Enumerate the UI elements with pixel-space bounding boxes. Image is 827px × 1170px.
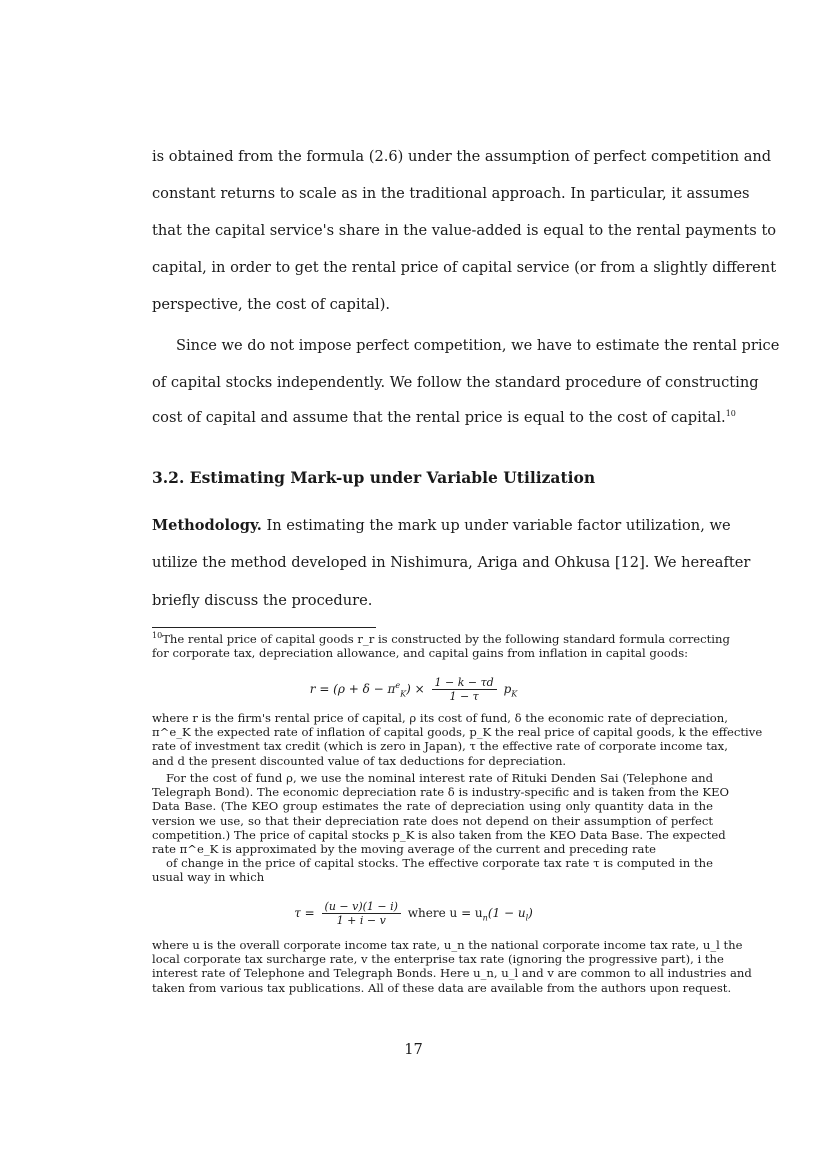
body-text-line: briefly discuss the procedure. (152, 592, 373, 609)
footnote-line: for corporate tax, depreciation allowance, and capital gains from inflation in capital goods: (152, 646, 689, 661)
body-text-line: capital, in order to get the rental price of capital service (or from a slightly different (152, 259, 777, 276)
body-text-line (152, 409, 736, 427)
page-number: 17 (404, 1041, 423, 1058)
body-text-line: utilize the method developed in Nishimura, Ariga and Ohkusa [12]. We hereafter (152, 554, 751, 571)
body-text-line: perspective, the cost of capital). (152, 296, 391, 313)
equation-rental-price: $r = (\rho + \delta - \pi^e_K)$ × $\frac{1 - k - \tau d}{1 - \tau}$ $p_K$ (309, 676, 518, 703)
section-heading: 3.2. Estimating Mark-up under Variable Utilization (152, 468, 596, 487)
body-text-line: Since we do not impose perfect competition, we have to estimate the rental price (176, 337, 780, 354)
equation-tax-rate: τ = $\frac{(u - v)(1 - i)}{1 + i - v}$ where $u = u_n(1 - u_l)$ (294, 900, 533, 927)
run-in-heading: Methodology. (152, 517, 262, 534)
body-text-line: that the capital service's share in the value-added is equal to the rental payments to (152, 222, 777, 239)
body-text-line: constant returns to scale as in the traditional approach. In particular, it assumes (152, 185, 750, 202)
footnote-ref: 10 (725, 409, 736, 419)
body-text: In estimating the mark up under variable factor utilization, we (261, 517, 731, 534)
footnote-line: $^{10}$The rental price of capital goods r_r is constructed by the following standard formula correcting (152, 631, 730, 646)
body-text: cost of capital and assume that the rental price is equal to the cost of capital. (152, 409, 726, 426)
footnote-paragraph: where r is the firm's rental price of capital, ρ its cost of fund, δ the economic rate of depreciation, π^e_K the expected rate of inflation of capital goods, p_K the real price of capital goods, k the effective rate of investment tax credit (which is zero in Japan), τ the effective rate of corporate income tax, and d the present discounted value of tax deductions for depreciation. (152, 711, 763, 768)
footnote-marker: 10 (152, 631, 163, 641)
footnote-rule (152, 627, 376, 628)
footnote-paragraph: For the cost of fund ρ, we use the nominal interest rate of Rituki Denden Sai (Telephone and Telegraph Bond). The economic depreciation rate δ is industry-specific and is taken from the KEO Data Base. (The KEO group estimates the rate of depreciation using only quantity data in the version we use, so that their depreciation rate does not depend on their assumption of perfect competition.) The price of capital stocks p_K is also taken from the KEO Data Base. The expected rate π^e_K is approximated by the moving average of the current and preceding rate of change in the price of capital stocks. The effective corporate tax rate τ is computed in the usual way in which (152, 771, 730, 885)
body-text-line (152, 517, 731, 535)
footnote-paragraph: where u is the overall corporate income tax rate, u_n the national corporate income tax rate, u_l the local corporate tax surcharge rate, v the enterprise tax rate (ignoring the progressive part), i the interest rate of Telephone and Telegraph Bonds. Here u_n, u_l and v are common to all industries and taken from various tax publications. All of these data are available from the authors upon request. (152, 938, 752, 995)
body-text-line: of capital stocks independently. We follow the standard procedure of constructing (152, 374, 759, 391)
footnote (152, 631, 730, 661)
fraction: $\frac{(u - v)(1 - i)}{1 + i - v}$ (322, 900, 401, 927)
fraction: $\frac{1 - k - \tau d}{1 - \tau}$ (432, 676, 497, 703)
body-text-line: is obtained from the formula (2.6) under the assumption of perfect competition and (152, 148, 772, 165)
